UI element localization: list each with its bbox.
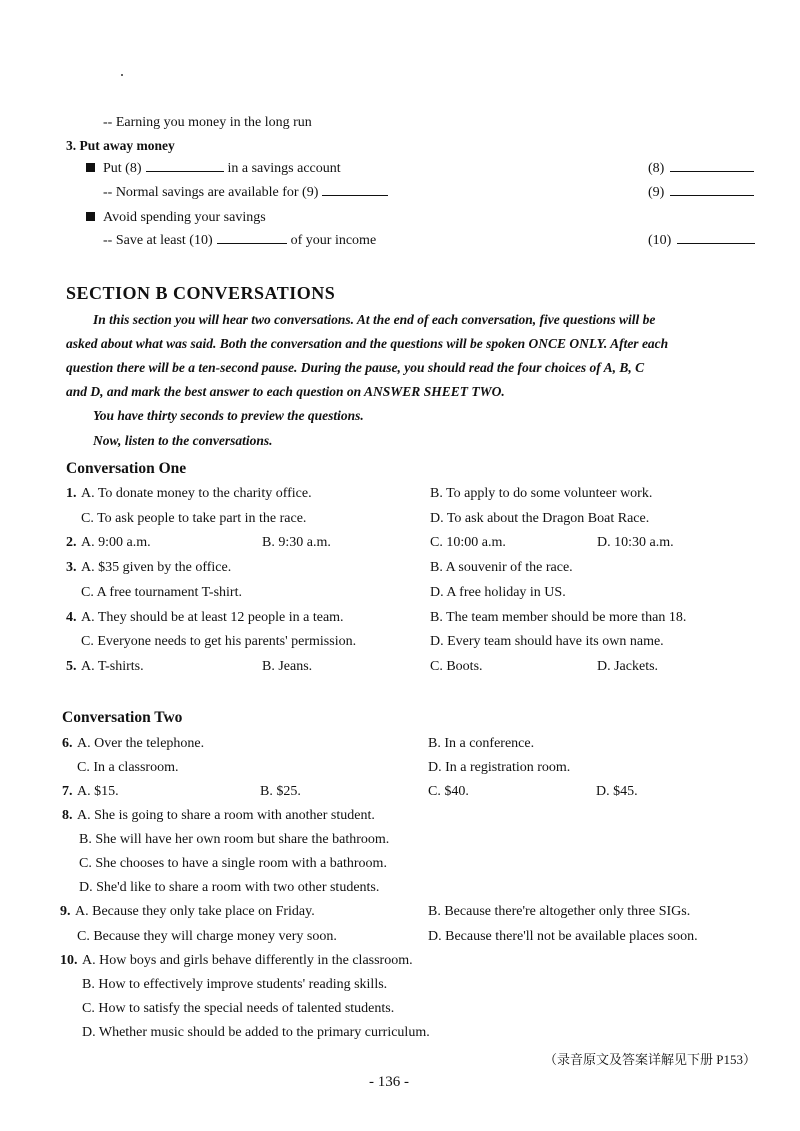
q8-option-b[interactable]: B. She will have her own room but share the bathroom. bbox=[79, 832, 390, 847]
instruction-line-2: asked about what was said. Both the conversation and the questions will be spoken ONCE ONLY. After each bbox=[66, 336, 669, 351]
answer-10-blank[interactable] bbox=[677, 233, 755, 244]
q3-number: 3. bbox=[66, 560, 77, 575]
q4-option-a[interactable]: A. They should be at least 12 people in a team. bbox=[81, 610, 344, 625]
q1-option-d[interactable]: D. To ask about the Dragon Boat Race. bbox=[430, 511, 650, 526]
q10-option-c[interactable]: C. How to satisfy the special needs of talented students. bbox=[82, 1001, 395, 1016]
answer-10 bbox=[648, 233, 755, 249]
q9-number: 9. bbox=[60, 904, 71, 919]
q7-number: 7. bbox=[62, 784, 73, 799]
q3-option-a[interactable]: A. $35 given by the office. bbox=[81, 560, 232, 575]
answer-10-label: (10) bbox=[648, 233, 672, 248]
q8-option-a[interactable]: A. She is going to share a room with another student. bbox=[77, 808, 375, 823]
answer-reference-note: （录音原文及答案详解见下册 P153） bbox=[544, 1052, 756, 1067]
q4-number: 4. bbox=[66, 610, 77, 625]
q2-option-a[interactable]: A. 9:00 a.m. bbox=[81, 535, 151, 550]
q1-option-a[interactable]: A. To donate money to the charity office. bbox=[81, 486, 312, 501]
earning-line: -- Earning you money in the long run bbox=[103, 115, 312, 130]
q10-number: 10. bbox=[60, 953, 78, 968]
q4-option-b[interactable]: B. The team member should be more than 18. bbox=[430, 610, 687, 625]
save-pre: -- Save at least (10) bbox=[103, 233, 213, 248]
q6-option-a[interactable]: A. Over the telephone. bbox=[77, 736, 205, 751]
blank-10[interactable] bbox=[217, 233, 287, 244]
avoid-text: Avoid spending your savings bbox=[103, 210, 266, 225]
q2-option-b[interactable]: B. 9:30 a.m. bbox=[262, 535, 331, 550]
bullet-square-icon bbox=[86, 163, 95, 172]
q5-option-a[interactable]: A. T-shirts. bbox=[81, 659, 144, 674]
blank-9[interactable] bbox=[322, 185, 388, 196]
q2-number: 2. bbox=[66, 535, 77, 550]
q6-option-b[interactable]: B. In a conference. bbox=[428, 736, 535, 751]
q5-number: 5. bbox=[66, 659, 77, 674]
answer-9-label: (9) bbox=[648, 185, 665, 200]
put-post: in a savings account bbox=[227, 161, 341, 176]
q9-option-d[interactable]: D. Because there'll not be available places soon. bbox=[428, 929, 698, 944]
q8-number: 8. bbox=[62, 808, 73, 823]
q7-option-c[interactable]: C. $40. bbox=[428, 784, 469, 799]
q2-option-c[interactable]: C. 10:00 a.m. bbox=[430, 535, 506, 550]
q5-option-c[interactable]: C. Boots. bbox=[430, 659, 483, 674]
answer-9 bbox=[648, 185, 754, 201]
normal-line bbox=[103, 185, 392, 201]
q3-option-c[interactable]: C. A free tournament T-shirt. bbox=[81, 585, 242, 600]
q1-number: 1. bbox=[66, 486, 77, 501]
blank-8[interactable] bbox=[146, 161, 224, 172]
answer-9-blank[interactable] bbox=[670, 185, 754, 196]
q5-option-b[interactable]: B. Jeans. bbox=[262, 659, 313, 674]
normal-pre: -- Normal savings are available for (9) bbox=[103, 185, 319, 200]
q5-option-d[interactable]: D. Jackets. bbox=[597, 659, 659, 674]
instruction-line-1: In this section you will hear two conversations. At the end of each conversation, five questions will be bbox=[93, 312, 656, 327]
q3-option-d[interactable]: D. A free holiday in US. bbox=[430, 585, 566, 600]
answer-8-label: (8) bbox=[648, 161, 665, 176]
q9-option-a[interactable]: A. Because they only take place on Friday. bbox=[75, 904, 315, 919]
q10-option-a[interactable]: A. How boys and girls behave differently in the classroom. bbox=[82, 953, 413, 968]
q6-option-c[interactable]: C. In a classroom. bbox=[77, 760, 179, 775]
put-line bbox=[86, 161, 341, 177]
instruction-line-5: You have thirty seconds to preview the questions. bbox=[93, 408, 364, 423]
avoid-line bbox=[86, 210, 266, 226]
q8-option-c[interactable]: C. She chooses to have a single room with a bathroom. bbox=[79, 856, 387, 871]
conversation-one-title: Conversation One bbox=[66, 460, 187, 477]
q10-option-d[interactable]: D. Whether music should be added to the primary curriculum. bbox=[82, 1025, 430, 1040]
save-line bbox=[103, 233, 376, 249]
q3-option-b[interactable]: B. A souvenir of the race. bbox=[430, 560, 573, 575]
q8-option-d[interactable]: D. She'd like to share a room with two other students. bbox=[79, 880, 380, 895]
q4-option-c[interactable]: C. Everyone needs to get his parents' permission. bbox=[81, 634, 357, 649]
q1-option-b[interactable]: B. To apply to do some volunteer work. bbox=[430, 486, 653, 501]
q6-option-d[interactable]: D. In a registration room. bbox=[428, 760, 571, 775]
conversation-two-title: Conversation Two bbox=[62, 709, 183, 726]
bullet-square-icon bbox=[86, 212, 95, 221]
q1-option-c[interactable]: C. To ask people to take part in the race. bbox=[81, 511, 307, 526]
q9-option-c[interactable]: C. Because they will charge money very soon. bbox=[77, 929, 337, 944]
answer-8 bbox=[648, 161, 754, 177]
page-number: - 136 - bbox=[369, 1074, 409, 1090]
put-pre: Put (8) bbox=[103, 161, 142, 176]
section-b-title: SECTION B CONVERSATIONS bbox=[66, 283, 336, 303]
q2-option-d[interactable]: D. 10:30 a.m. bbox=[597, 535, 674, 550]
q7-option-b[interactable]: B. $25. bbox=[260, 784, 301, 799]
q7-option-a[interactable]: A. $15. bbox=[77, 784, 119, 799]
item-3-title: 3. Put away money bbox=[66, 138, 175, 153]
instruction-line-4: and D, and mark the best answer to each question on ANSWER SHEET TWO. bbox=[66, 384, 505, 399]
q6-number: 6. bbox=[62, 736, 73, 751]
instruction-line-3: question there will be a ten-second pause. During the pause, you should read the four choices of A, B, C bbox=[66, 360, 645, 375]
stray-mark bbox=[121, 74, 123, 76]
instruction-line-6: Now, listen to the conversations. bbox=[93, 433, 273, 448]
q10-option-b[interactable]: B. How to effectively improve students' reading skills. bbox=[82, 977, 388, 992]
q7-option-d[interactable]: D. $45. bbox=[596, 784, 638, 799]
answer-8-blank[interactable] bbox=[670, 161, 754, 172]
q4-option-d[interactable]: D. Every team should have its own name. bbox=[430, 634, 664, 649]
save-post: of your income bbox=[290, 233, 377, 248]
q9-option-b[interactable]: B. Because there're altogether only three SIGs. bbox=[428, 904, 691, 919]
